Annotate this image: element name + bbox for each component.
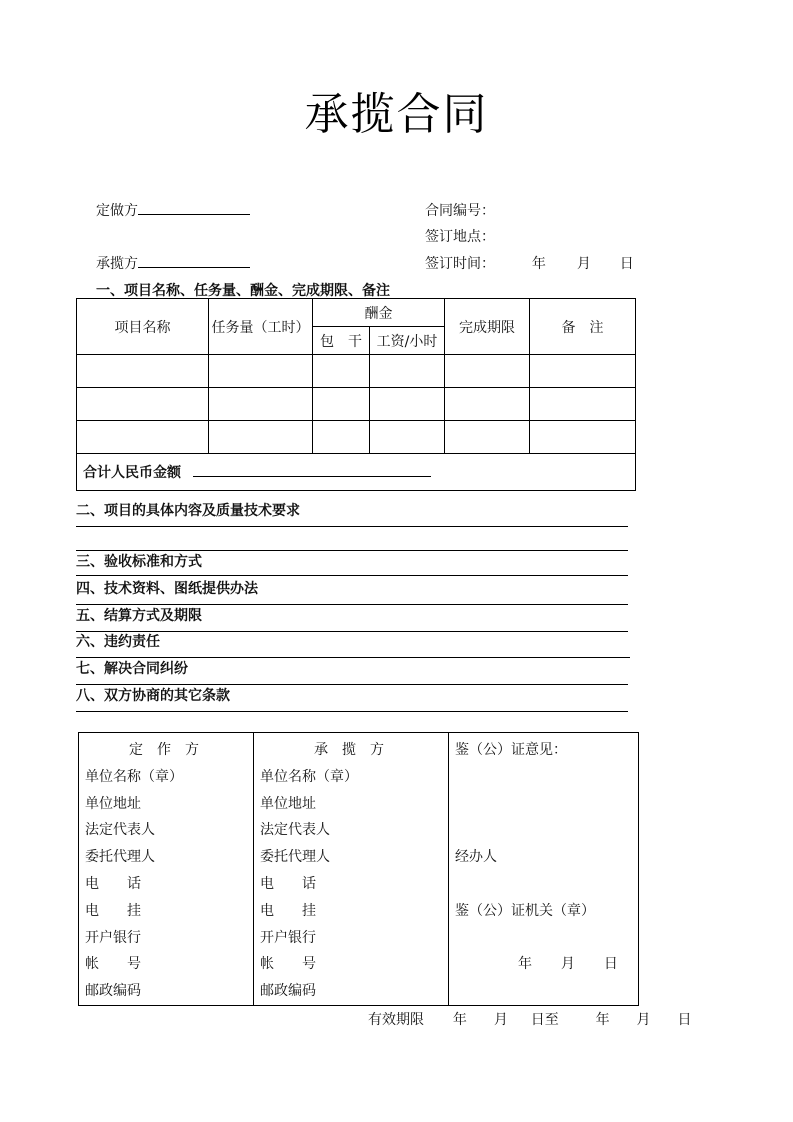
validity-day2: 日 — [677, 1012, 692, 1028]
cell[interactable] — [209, 388, 313, 421]
contractor-bank: 开户银行 — [260, 929, 316, 946]
cell[interactable] — [209, 355, 313, 388]
section-4: 四、技术资料、图纸提供办法 — [76, 578, 628, 605]
table-row — [77, 421, 636, 454]
total-amount-blank[interactable] — [193, 462, 431, 477]
cell[interactable] — [445, 388, 530, 421]
contractor-column — [254, 733, 449, 1006]
cell[interactable] — [445, 421, 530, 454]
orderer-legal-rep: 法定代表人 — [85, 822, 155, 839]
cell[interactable] — [77, 355, 209, 388]
contract-title: 承揽合同 — [304, 89, 489, 140]
validity-month: 月 — [493, 1012, 508, 1028]
section-6: 六、违约责任 — [76, 631, 630, 658]
contractor-legal-rep: 法定代表人 — [260, 822, 330, 839]
notary-date — [455, 951, 638, 978]
orderer-unit-address: 单位地址 — [85, 795, 141, 812]
orderer-agent: 委托代理人 — [85, 849, 155, 866]
contractor-blank[interactable] — [138, 253, 250, 268]
cell[interactable] — [209, 421, 313, 454]
validity-label: 有效期限 — [368, 1012, 424, 1028]
validity-year2: 年 — [595, 1012, 610, 1028]
orderer-account: 帐 号 — [85, 956, 141, 973]
cell[interactable] — [445, 355, 530, 388]
validity-month2: 月 — [636, 1012, 651, 1028]
cell[interactable] — [530, 355, 636, 388]
notary-column — [449, 733, 639, 1006]
notary-opinion-label: 鉴（公）证意见： — [455, 742, 567, 758]
notary-org-label: 鉴（公）证机关（章） — [455, 902, 595, 919]
orderer-column — [79, 733, 254, 1006]
validity-period — [368, 1009, 691, 1029]
orderer-phone: 电 话 — [85, 875, 141, 892]
cell[interactable] — [77, 388, 209, 421]
col-deadline: 完成期限 — [445, 299, 530, 355]
section1-title: 一、项目名称、任务量、酬金、完成期限、备注 — [96, 283, 390, 299]
section-3: 三、验收标准和方式 — [76, 551, 628, 576]
orderer-blank[interactable] — [138, 200, 250, 215]
sign-month: 月 — [576, 256, 591, 272]
cell[interactable] — [313, 388, 370, 421]
contractor-head: 承 揽 方 — [314, 742, 384, 758]
notary-month: 月 — [560, 956, 575, 973]
contractor-unit-address: 单位地址 — [260, 795, 316, 812]
contractor-telegraph: 电 挂 — [260, 902, 316, 919]
cell[interactable] — [313, 421, 370, 454]
contract-no-label: 合同编号： — [425, 203, 495, 219]
sign-day: 日 — [619, 256, 634, 272]
contractor-postcode: 邮政编码 — [260, 983, 316, 1000]
orderer-label: 定做方 — [96, 203, 138, 219]
table-row — [77, 388, 636, 421]
items-table — [76, 298, 636, 491]
orderer-unit-name: 单位名称（章） — [85, 768, 183, 785]
contractor-unit-name: 单位名称（章） — [260, 768, 358, 785]
orderer-telegraph: 电 挂 — [85, 902, 141, 919]
sign-time-field — [425, 253, 634, 273]
orderer-field — [96, 200, 250, 220]
cell[interactable] — [370, 388, 445, 421]
section-7: 七、解决合同纠纷 — [76, 658, 628, 685]
sign-year: 年 — [531, 256, 546, 272]
cell[interactable] — [313, 355, 370, 388]
parties-table — [78, 732, 639, 1006]
col-task-amount: 任务量（工时） — [209, 299, 313, 355]
sign-place-label: 签订地点： — [425, 229, 495, 245]
cell[interactable] — [370, 355, 445, 388]
contractor-account: 帐 号 — [260, 956, 316, 973]
cell[interactable] — [77, 421, 209, 454]
section-8: 八、双方协商的其它条款 — [76, 685, 628, 712]
section-2: 二、项目的具体内容及质量技术要求 — [76, 500, 628, 527]
contractor-label: 承揽方 — [96, 256, 138, 272]
cell[interactable] — [530, 421, 636, 454]
contractor-agent: 委托代理人 — [260, 849, 330, 866]
validity-day-to: 日至 — [530, 1012, 559, 1028]
notary-year: 年 — [518, 956, 532, 973]
cell[interactable] — [530, 388, 636, 421]
table-row — [77, 355, 636, 388]
col-project-name: 项目名称 — [77, 299, 209, 355]
col-lump-sum: 包 干 — [313, 327, 370, 355]
validity-year: 年 — [452, 1012, 467, 1028]
orderer-bank: 开户银行 — [85, 929, 141, 946]
total-amount-label: 合计人民币金额 — [83, 465, 181, 481]
cell[interactable] — [370, 421, 445, 454]
contractor-field — [96, 253, 250, 273]
total-amount-row — [77, 454, 636, 491]
sign-time-label: 签订时间： — [425, 256, 495, 272]
col-reward: 酬金 — [313, 299, 445, 327]
notary-day: 日 — [603, 956, 618, 973]
col-remark: 备 注 — [530, 299, 636, 355]
col-hourly-wage: 工资/小时 — [370, 327, 445, 355]
handler-label: 经办人 — [455, 849, 497, 866]
orderer-head: 定 作 方 — [129, 742, 199, 758]
orderer-postcode: 邮政编码 — [85, 983, 141, 1000]
section-5: 五、结算方式及期限 — [76, 605, 628, 632]
contractor-phone: 电 话 — [260, 875, 316, 892]
